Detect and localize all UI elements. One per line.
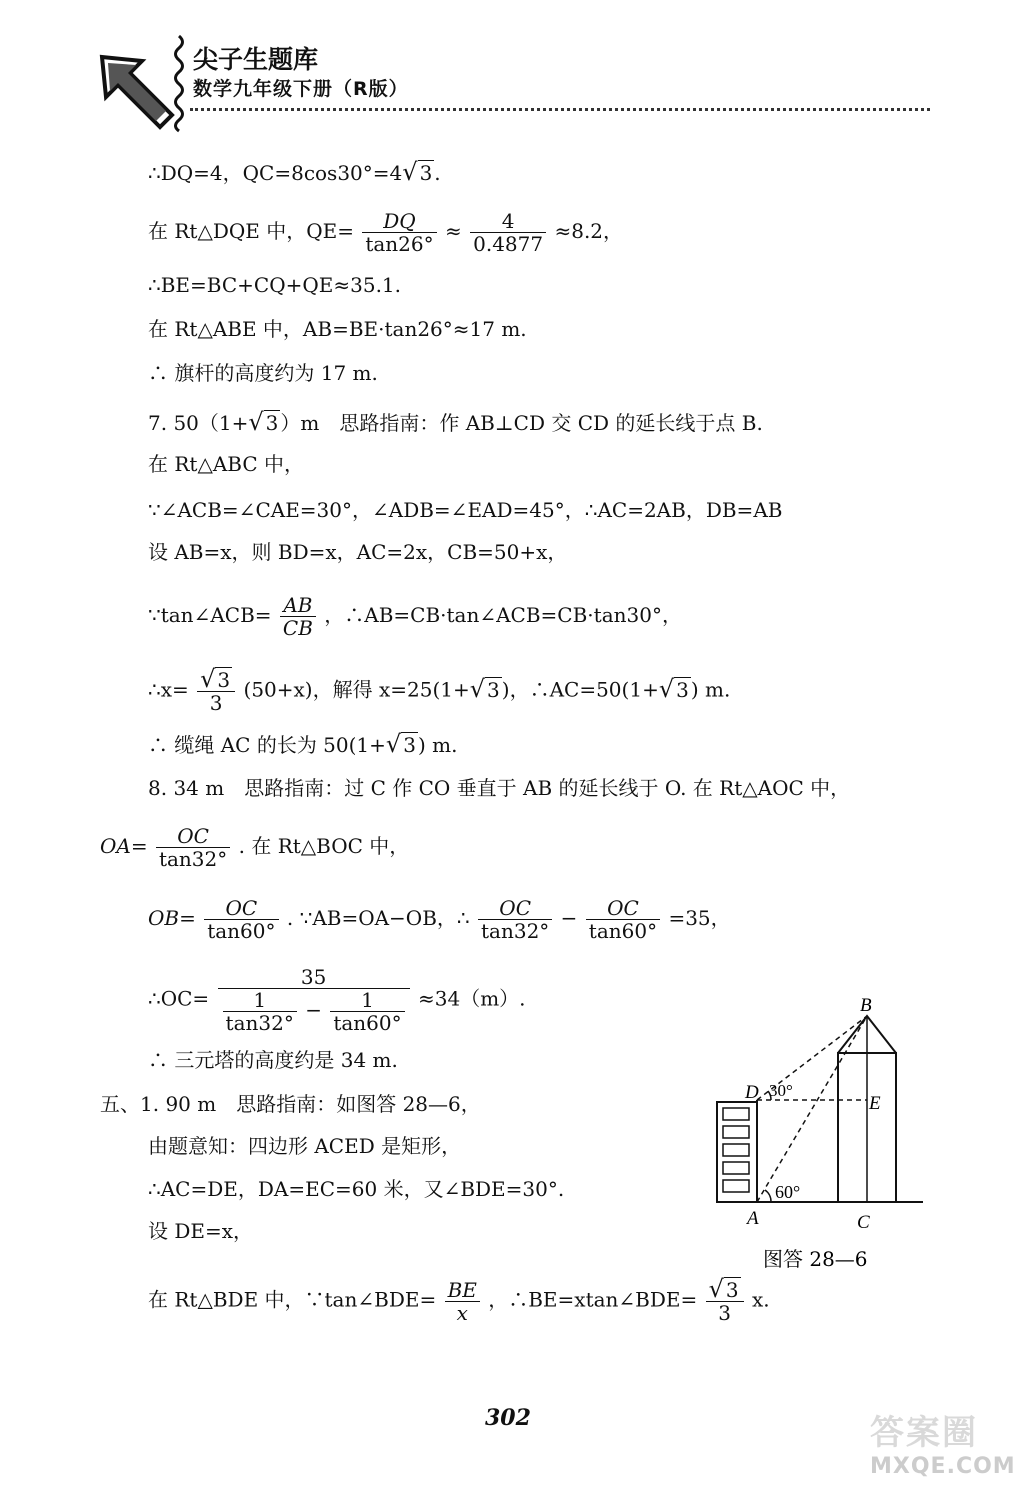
solution-line: 设 AB=x，则 BD=x，AC=2x，CB=50+x，	[148, 540, 568, 564]
sqrt-symbol: √ 3	[385, 730, 416, 758]
geometry-figure	[705, 990, 930, 1279]
label-B: B	[860, 995, 872, 1016]
problem-7-line: 7. 50（1+√ 3 ）m 思路指南：作 AB⊥CD 交 CD 的延长线于点 B.	[148, 408, 763, 436]
solution-line: ∴OC= 35 $\frac{1}{\tan 32^\circ}$ − $\frac{1}{\tan 60^\circ}$ ≈34（m）.	[148, 965, 526, 1035]
watermark-url: MXQE.COM	[870, 1454, 1016, 1479]
angle-30-label: 30°	[769, 1081, 793, 1100]
figure-diagram	[705, 990, 930, 1275]
solution-line: ∴BE=BC+CQ+QE≈35.1.	[148, 273, 402, 297]
label-E: E	[869, 1093, 881, 1114]
solution-line: 在 Rt△ABC 中，	[148, 452, 305, 476]
label-A: A	[747, 1208, 759, 1229]
angle-60-label: 60°	[775, 1182, 801, 1202]
fraction: $\frac{√ 3}{3}$	[706, 1278, 744, 1324]
arrow-icon	[100, 55, 175, 130]
label-C: C	[857, 1212, 870, 1233]
sqrt-symbol: √ 3	[248, 408, 279, 436]
solution-line: 在 Rt△ABE 中，AB=BE·tan26°≈17 m.	[148, 317, 527, 341]
fraction: $\frac{OC}{\tan 60^\circ}$	[586, 897, 660, 942]
fraction: $\frac{OC}{\tan 60^\circ}$	[204, 897, 278, 942]
solution-line: ∴ 旗杆的高度约为 17 m.	[148, 361, 378, 385]
book-subtitle: 数学九年级下册（R版）	[193, 78, 409, 100]
solution-line: ∴ 三元塔的高度约是 34 m.	[148, 1048, 398, 1072]
fraction: $\frac{4}{0.4877}$	[470, 210, 546, 255]
sqrt-symbol: √ 3	[658, 674, 689, 703]
solution-line: ∴AC=DE，DA=EC=60 米，又∠BDE=30°.	[148, 1177, 565, 1201]
label-D: D	[745, 1082, 759, 1103]
fraction: $\frac{√ 3}{3}$	[197, 668, 235, 714]
section-5-line: 五、1. 90 m 思路指南：如图答 28—6，	[100, 1092, 481, 1116]
solution-line: ∴x= $\frac{√ 3}{3}$ (50+x)，解得 x=25(1+√ 3 )，∴AC=50(1+√ 3 ) m.	[148, 665, 731, 715]
figure-caption: 图答 28—6	[763, 1247, 868, 1271]
solution-line: ∴DQ=4，QC=8cos30°=4√ 3 .	[148, 158, 441, 186]
watermark-text: 答案圈	[870, 1413, 978, 1453]
wavy-divider	[170, 36, 188, 131]
solution-line: 设 DE=x，	[148, 1219, 254, 1243]
solution-line: 在 Rt△DQE 中，QE= $\frac{DQ}{\tan 26^\circ}$ ≈ $\frac{4}{0.4877}$ ≈8.2，	[148, 209, 624, 256]
solution-line: 由题意知：四边形 ACED 是矩形，	[148, 1134, 462, 1158]
solution-line: ∴ 缆绳 AC 的长为 50(1+√ 3 ) m.	[148, 730, 458, 758]
fraction: $\frac{BE}{x}$	[445, 1279, 480, 1324]
sqrt-symbol: √ 3	[402, 158, 433, 186]
fraction: $\frac{OC}{\tan 32^\circ}$	[156, 825, 230, 870]
compound-fraction: 35 $\frac{1}{\tan 32^\circ}$ − $\frac{1}{\tan 60^\circ}$	[218, 966, 410, 1034]
problem-8-line: 8. 34 m 思路指南：过 C 作 CO 垂直于 AB 的延长线于 O. 在 Rt△AOC 中，	[148, 776, 851, 800]
solution-line: OA= $\frac{OC}{\tan 32^\circ}$ . 在 Rt△BOC 中，	[100, 824, 410, 871]
solution-line: ∵∠ACB=∠CAE=30°，∠ADB=∠EAD=45°，∴AC=2AB，DB=AB	[148, 498, 783, 522]
watermark	[870, 1405, 1016, 1479]
fraction: $\frac{DQ}{\tan 26^\circ}$	[362, 210, 436, 255]
solution-line: OB= $\frac{OC}{\tan 60^\circ}$ . ∵AB=OA−OB，∴ $\frac{OC}{\tan 32^\circ}$ − $\frac{OC}{\tan 60^\circ}$ =35，	[148, 896, 731, 943]
sqrt-symbol: √ 3	[469, 674, 500, 703]
header-dotted-rule	[190, 108, 930, 111]
fraction: $\frac{AB}{CB}$	[280, 594, 316, 639]
page-number: 302	[485, 1405, 531, 1431]
book-title: 尖子生题库	[193, 45, 319, 74]
solution-line: 在 Rt△BDE 中，∵tan∠BDE= $\frac{BE}{x}$ ，∴BE=xtan∠BDE= $\frac{√ 3}{3}$ x.	[148, 1275, 770, 1325]
page-header	[0, 0, 1000, 150]
fraction: $\frac{OC}{\tan 32^\circ}$	[478, 897, 552, 942]
solution-line: ∵tan∠ACB= $\frac{AB}{CB}$ ，∴AB=CB·tan∠ACB=CB·tan30°，	[148, 593, 682, 640]
